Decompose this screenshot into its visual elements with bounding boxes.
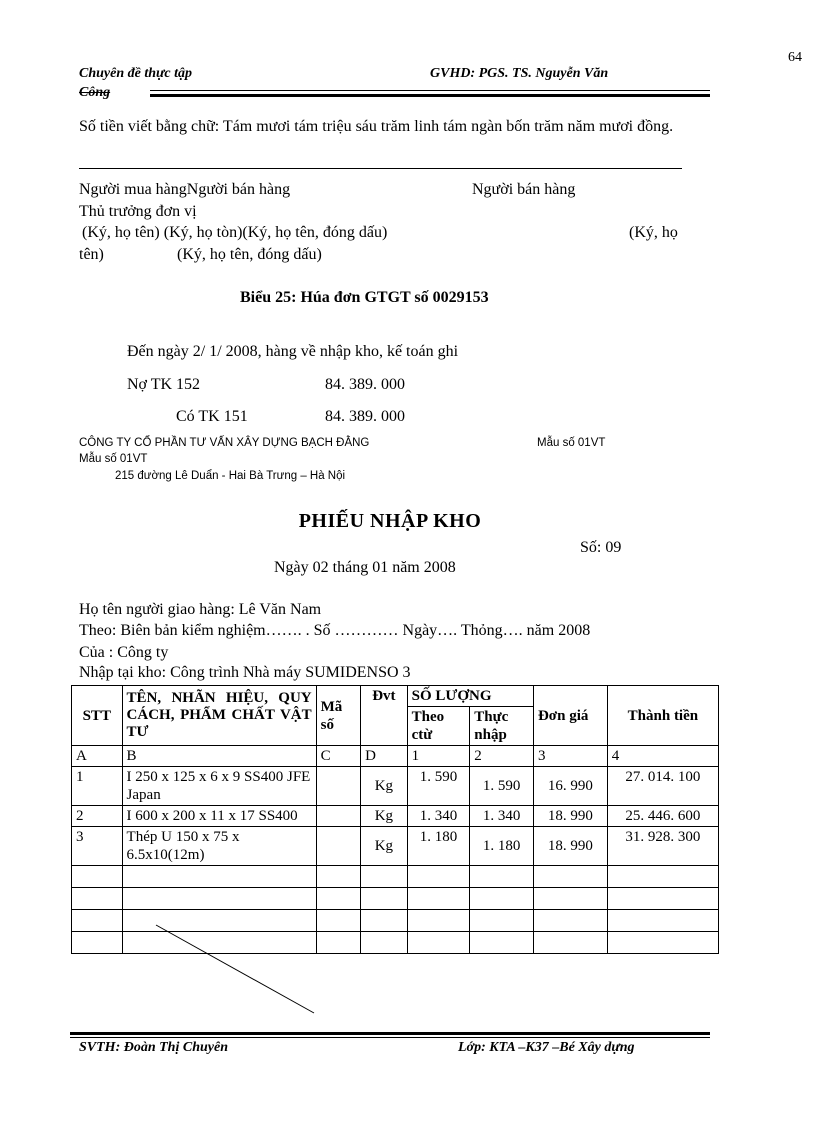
header-stt: STT xyxy=(72,686,123,746)
deliverer: Họ tên người giao hàng: Lê Văn Nam xyxy=(79,601,322,618)
sig-buyer-seller: Người mua hàngNgười bán hàng xyxy=(79,181,291,198)
sig-head: Thủ trưởng đơn vị xyxy=(79,203,197,220)
row-qty-actual: 1. 590 xyxy=(470,767,534,806)
row-total: 31. 928. 300 xyxy=(607,827,718,866)
sig-seller: Người bán hàng xyxy=(472,181,576,198)
header-right: GVHD: PGS. TS. Nguyễn Văn xyxy=(430,66,609,81)
header-unit-price: Đơn giá xyxy=(533,686,607,746)
header-overflow: Công xyxy=(79,85,111,100)
debit-label: Nợ TK 152 xyxy=(127,376,201,393)
receipt-date: Ngày 02 tháng 01 năm 2008 xyxy=(274,559,456,576)
row-unit: Kg xyxy=(361,827,408,866)
sig-stamp-note: (Ký, họ tên, đóng dấu) xyxy=(177,246,322,263)
row-item-name: I 600 x 200 x 11 x 17 SS400 xyxy=(122,806,316,827)
col-letter: 1 xyxy=(407,746,470,767)
credit-value: 84. 389. 000 xyxy=(325,408,405,425)
col-letter: A xyxy=(72,746,123,767)
header-unit: Đvt xyxy=(361,686,408,746)
receipt-title: PHIẾU NHẬP KHO xyxy=(298,510,482,532)
footer-rule-thin xyxy=(70,1037,710,1038)
sig-name-note: tên) xyxy=(79,246,104,263)
header-left: Chuyên đề thực tập xyxy=(79,66,193,81)
receipt-number: Số: 09 xyxy=(580,539,622,556)
row-unit-price: 18. 990 xyxy=(533,806,607,827)
page-number: 64 xyxy=(788,50,802,65)
form-number: Mẫu số 01VT xyxy=(537,437,606,449)
header-item-name: TÊN, NHÃN HIỆU, QUY CÁCH, PHẨM CHẤT VẬT TƯ xyxy=(122,686,316,746)
amount-in-words: Số tiền viết bằng chữ: Tám mươi tám triệu sáu trăm linh tám ngàn bốn trăm năm mươi đồng. xyxy=(79,118,674,135)
credit-label: Có TK 151 xyxy=(176,408,248,425)
entry-intro: Đến ngày 2/ 1/ 2008, hàng về nhập kho, kế toán ghi xyxy=(127,343,459,360)
row-qty-doc: 1. 180 xyxy=(407,827,470,866)
row-qty-actual: 1. 340 xyxy=(470,806,534,827)
row-stt: 1 xyxy=(72,767,123,806)
row-unit: Kg xyxy=(361,806,408,827)
form-number-repeat: Mẫu số 01VT xyxy=(79,453,148,465)
col-letter: 3 xyxy=(533,746,607,767)
header-qty-actual: Thực nhập xyxy=(470,707,534,746)
sig-sign-notes: (Ký, họ tên) (Ký, họ tòn)(Ký, họ tên, đóng dấu) xyxy=(82,224,388,241)
row-total: 27. 014. 100 xyxy=(607,767,718,806)
footer-right: Lớp: KTA –K37 –Bé Xây dựng xyxy=(458,1040,635,1055)
row-qty-doc: 1. 340 xyxy=(407,806,470,827)
row-stt: 2 xyxy=(72,806,123,827)
col-letter: D xyxy=(361,746,408,767)
company-address: 215 đường Lê Duẩn - Hai Bà Trưng – Hà Nội xyxy=(115,470,346,482)
row-unit: Kg xyxy=(361,767,408,806)
col-letter: 4 xyxy=(607,746,718,767)
footer-rule-thick xyxy=(70,1032,710,1035)
sig-sign-note-right: (Ký, họ xyxy=(629,224,678,241)
row-item-name: Thép U 150 x 75 x 6.5x10(12m) xyxy=(122,827,316,866)
row-unit-price: 18. 990 xyxy=(533,827,607,866)
of-company: Của : Công ty xyxy=(79,644,169,661)
row-stt: 3 xyxy=(72,827,123,866)
basis: Theo: Biên bản kiểm nghiệm……. . Số ………… Ngày…. Thỏng…. năm 2008 xyxy=(79,622,591,639)
row-qty-actual: 1. 180 xyxy=(470,827,534,866)
row-qty-doc: 1. 590 xyxy=(407,767,470,806)
company-name: CÔNG TY CỔ PHẦN TƯ VẤN XÂY DỰNG BẠCH ĐẰNG xyxy=(79,437,370,449)
header-quantity: SỐ LƯỢNG xyxy=(407,686,533,707)
header-qty-doc: Theo ctừ xyxy=(407,707,470,746)
col-letter: 2 xyxy=(470,746,534,767)
figure-caption: Biểu 25: Húa đơn GTGT số 0029153 xyxy=(240,289,489,306)
header-total: Thành tiền xyxy=(607,686,718,746)
row-item-name: I 250 x 125 x 6 x 9 SS400 JFE Japan xyxy=(122,767,316,806)
warehouse: Nhập tại kho: Công trình Nhà máy SUMIDENSO 3 xyxy=(79,664,411,681)
col-letter: B xyxy=(122,746,316,767)
row-total: 25. 446. 600 xyxy=(607,806,718,827)
footer-left: SVTH: Đoàn Thị Chuyên xyxy=(79,1040,228,1055)
debit-value: 84. 389. 000 xyxy=(325,376,405,393)
col-letter: C xyxy=(316,746,360,767)
header-code: Mã số xyxy=(316,686,360,746)
row-unit-price: 16. 990 xyxy=(533,767,607,806)
